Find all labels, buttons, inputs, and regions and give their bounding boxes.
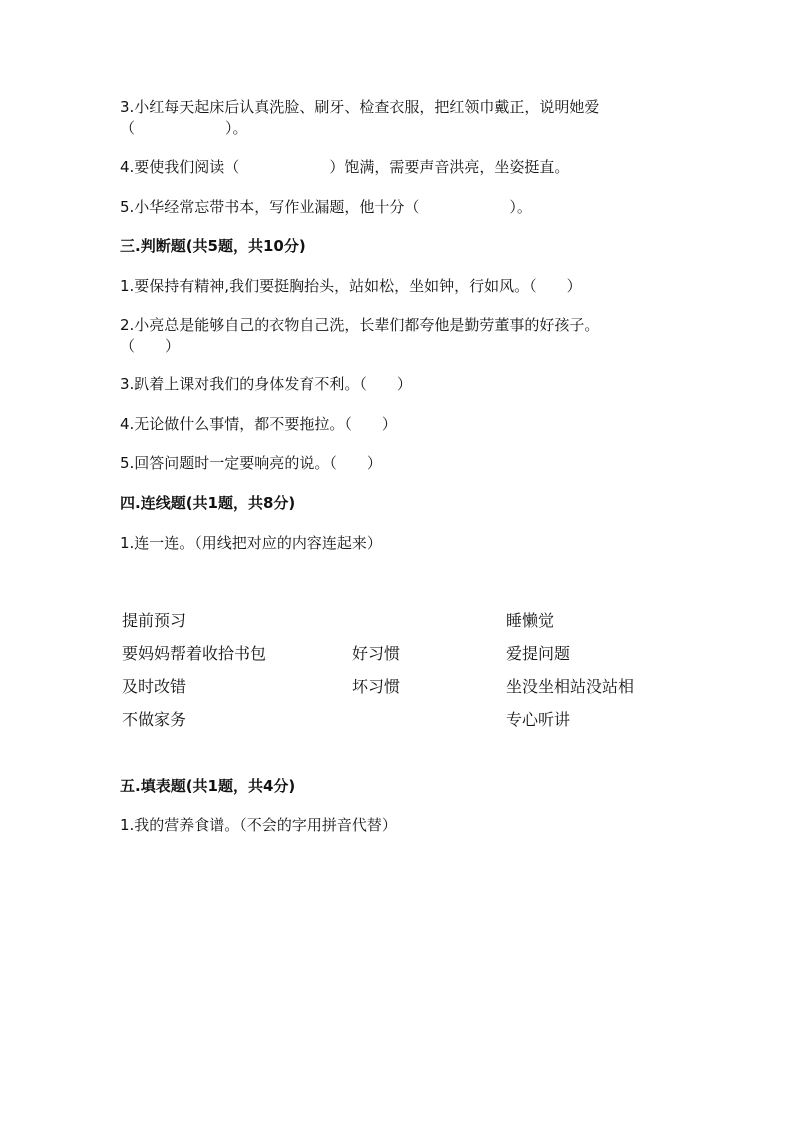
section4-heading: 四.连线题(共1题，共8分): [120, 494, 296, 512]
match-right-item: 坐没坐相站没站相: [506, 677, 635, 696]
s3-q4: 4.无论做什么事情，都不要拖拉。（ ）: [120, 415, 397, 433]
s3-q2-line1: 2.小亮总是能够自己的衣物自己洗，长辈们都夸他是勤劳董事的好孩子。: [120, 316, 600, 334]
s3-q1: 1.要保持有精神,我们要挺胸抬头，站如松，坐如钟，行如风。（ ）: [120, 277, 582, 295]
s5-q1: 1.我的营养食谱。（不会的字用拼音代替）: [120, 816, 397, 834]
match-right-item: 专心听讲: [506, 710, 571, 729]
match-right-item: 爱提问题: [506, 644, 571, 663]
q5-line: 5.小华经常忘带书本，写作业漏题，他十分（ ）。: [120, 198, 532, 216]
match-left-item: 要妈妈帮着收拾书包: [122, 644, 267, 663]
s3-q3: 3.趴着上课对我们的身体发育不利。（ ）: [120, 375, 412, 393]
q3-line1: 3.小红每天起床后认真洗脸、刷牙、检查衣服，把红领巾戴正，说明她爱: [120, 98, 600, 116]
s3-q5: 5.回答问题时一定要响亮的说。（ ）: [120, 454, 382, 472]
match-middle-item: 坏习惯: [352, 677, 401, 696]
s4-q1: 1.连一连。（用线把对应的内容连起来）: [120, 534, 382, 552]
q3-line2: （ ）。: [120, 119, 248, 137]
section3-heading: 三.判断题(共5题，共10分): [120, 237, 306, 255]
section5-heading: 五.填表题(共1题，共4分): [120, 777, 296, 795]
match-right-item: 睡懒觉: [506, 611, 555, 630]
match-left-item: 提前预习: [122, 611, 187, 630]
match-left-item: 及时改错: [122, 677, 187, 696]
match-left-item: 不做家务: [122, 710, 187, 729]
s3-q2-line2: （ ）: [120, 337, 181, 355]
q4-line: 4.要使我们阅读（ ）饱满，需要声音洪亮，坐姿挺直。: [120, 158, 570, 176]
match-middle-item: 好习惯: [352, 644, 401, 663]
